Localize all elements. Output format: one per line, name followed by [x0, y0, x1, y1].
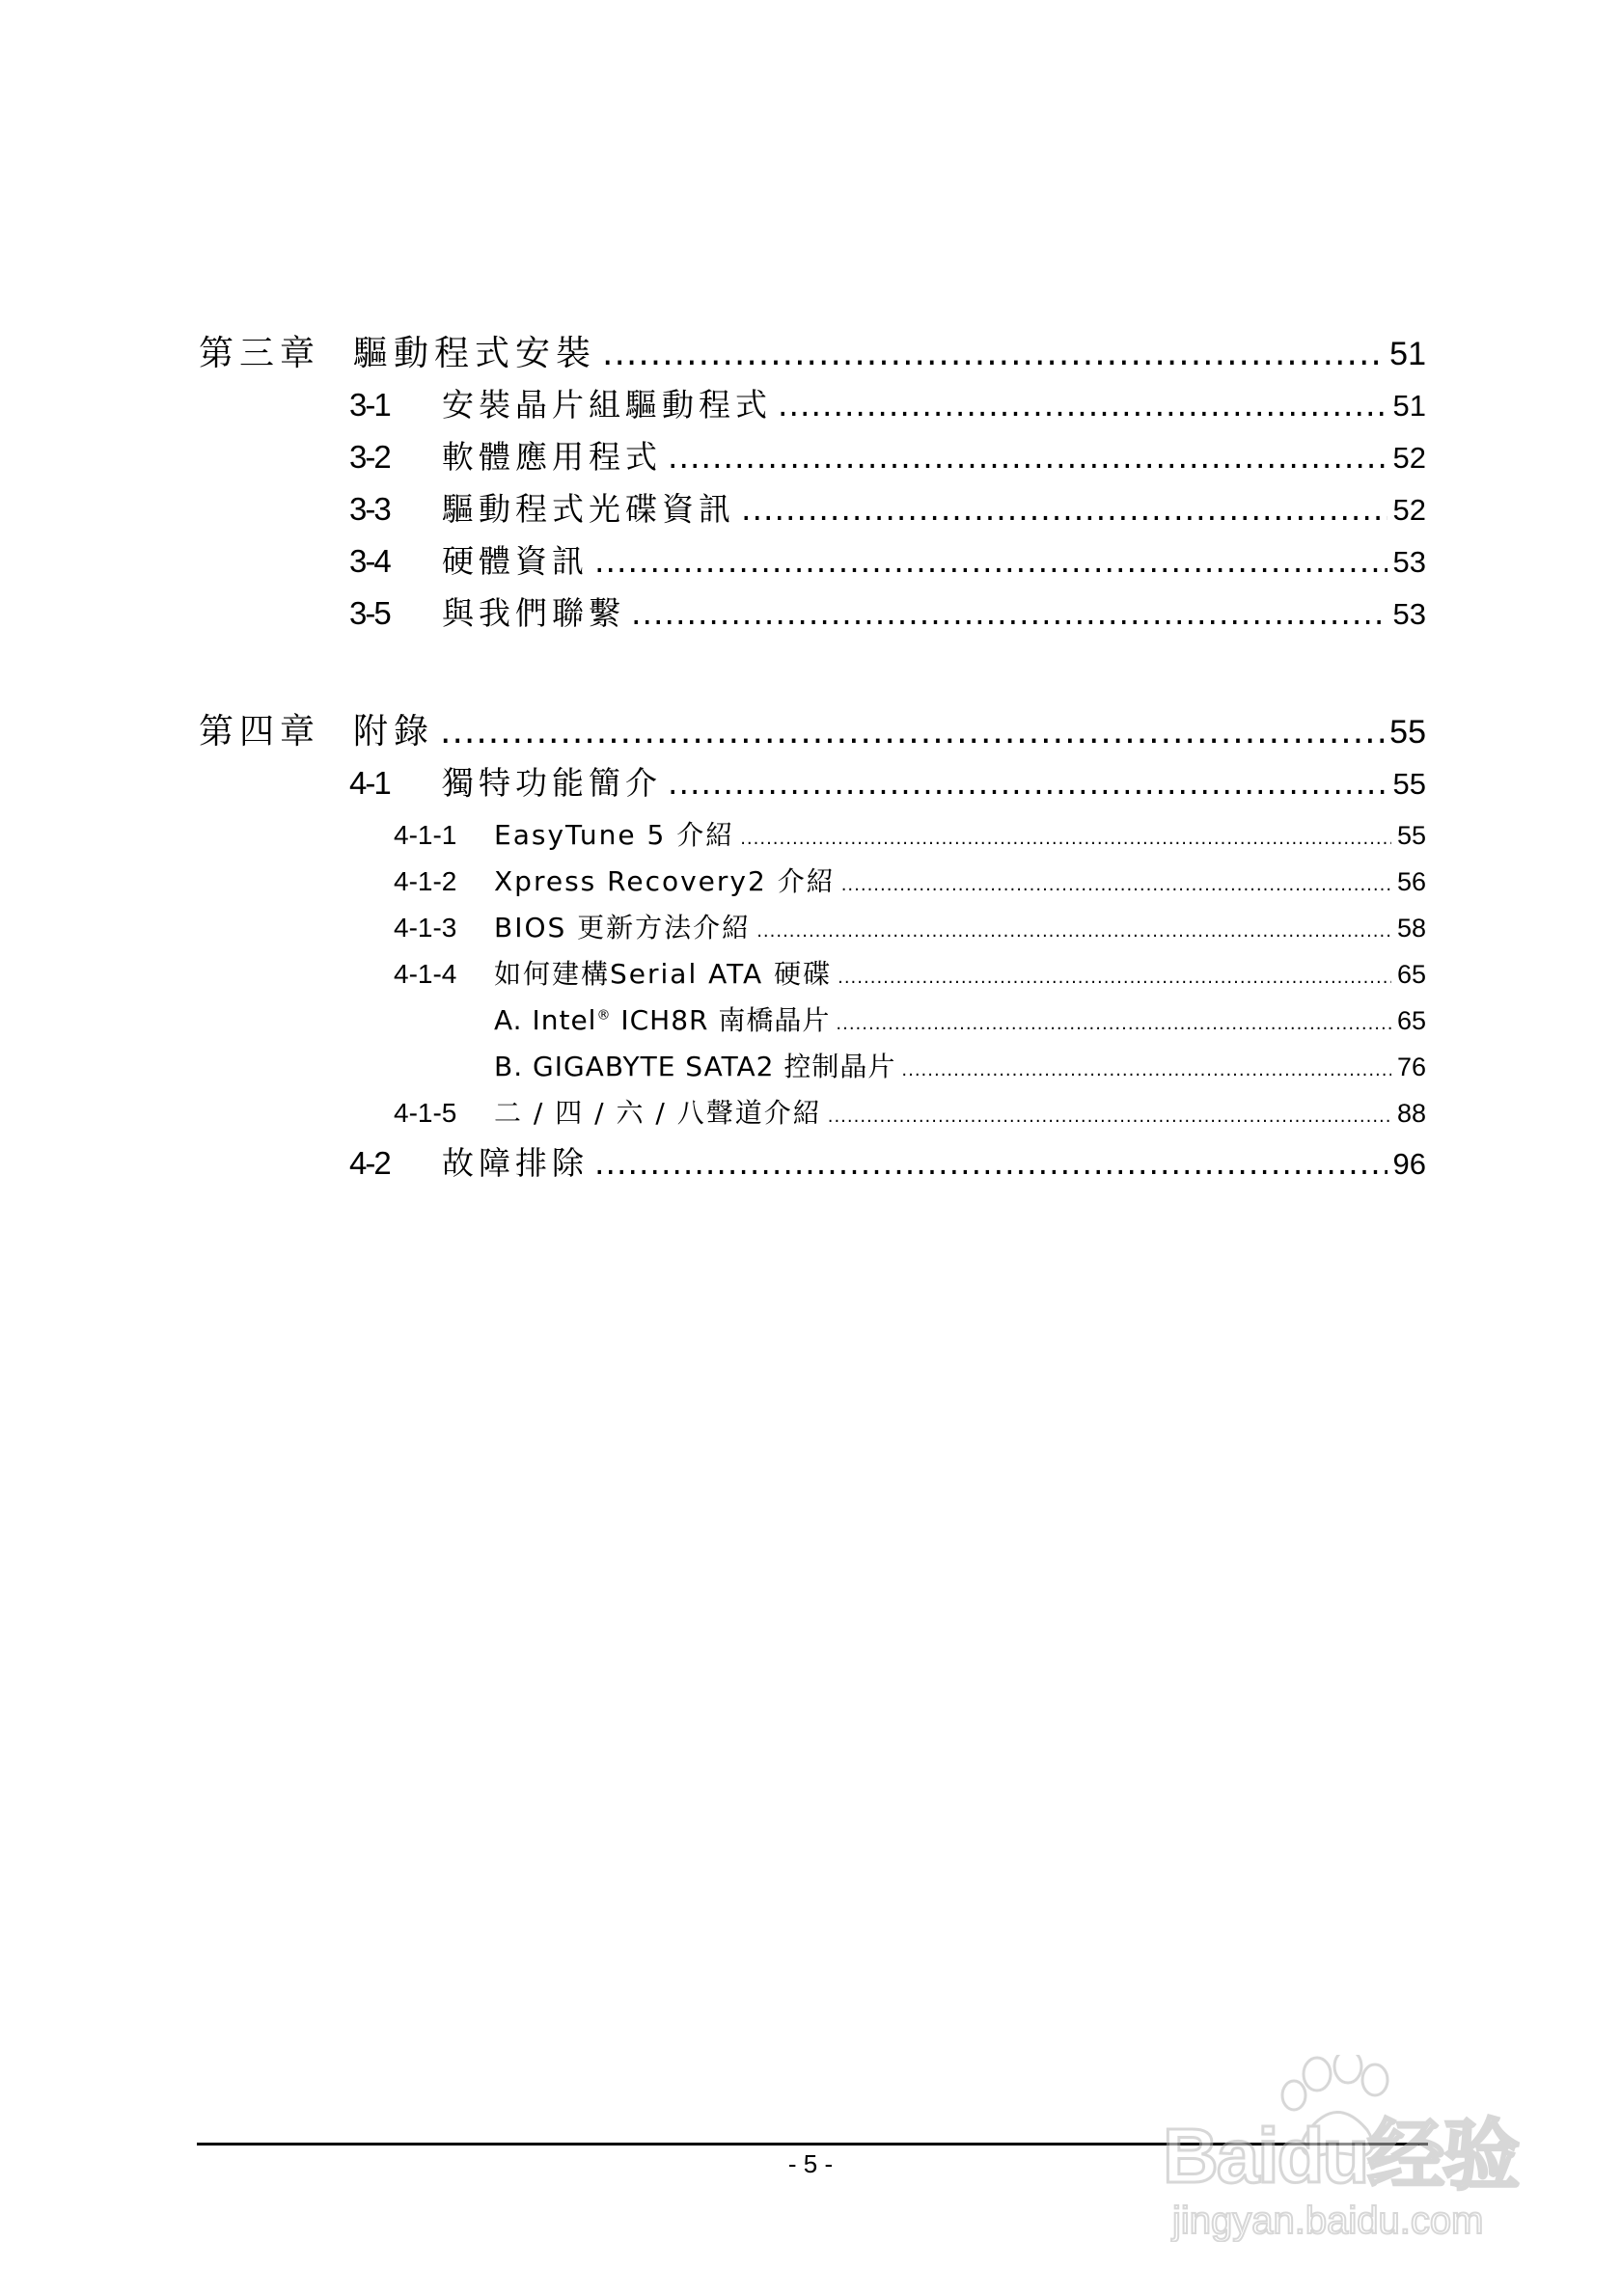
- section-title: 軟體應用程式: [442, 438, 662, 476]
- section-title: 硬體資訊: [442, 542, 589, 580]
- toc-section-3-4[interactable]: [349, 536, 1426, 582]
- section-number: 4-1: [349, 765, 390, 801]
- section-title: 故障排除: [442, 1144, 589, 1182]
- dot-leader: [668, 764, 1387, 802]
- dot-leader: [631, 594, 1387, 632]
- subsection-number: 4-1-3: [394, 913, 457, 943]
- toc-chapter-4[interactable]: [199, 704, 1426, 753]
- toc-subsection-4-1-5[interactable]: [394, 1092, 1426, 1131]
- page-number: 53: [1392, 545, 1426, 579]
- watermark-url: jingyan.baidu.com: [1172, 2200, 1484, 2242]
- page-number: 65: [1396, 1006, 1426, 1035]
- dot-leader: [828, 1107, 1391, 1127]
- toc-item-4-1-4-b[interactable]: [494, 1046, 1426, 1084]
- page-number: 51: [1389, 336, 1426, 372]
- toc-subsection-4-1-2[interactable]: [394, 861, 1426, 899]
- toc-item-4-1-4-a[interactable]: [494, 999, 1426, 1038]
- toc-subsection-4-1-3[interactable]: [394, 907, 1426, 945]
- section-title: 安裝晶片組驅動程式: [442, 386, 772, 424]
- subsection-title: Xpress Recovery2 介紹: [494, 865, 836, 897]
- dot-leader: [668, 438, 1387, 476]
- toc-section-4-2[interactable]: [349, 1138, 1426, 1184]
- dot-leader: [756, 921, 1391, 942]
- dot-leader: [841, 875, 1391, 895]
- dot-leader: [901, 1060, 1391, 1080]
- page-number: 53: [1392, 597, 1426, 631]
- page-number: 58: [1396, 914, 1426, 943]
- item-title: A. Intel® ICH8R 南橋晶片: [494, 1004, 831, 1036]
- dot-leader: [602, 334, 1384, 373]
- page-number: 65: [1396, 960, 1426, 989]
- toc-subsection-4-1-1[interactable]: [394, 814, 1426, 853]
- toc-subsection-4-1-4[interactable]: [394, 953, 1426, 992]
- footer-page-number: - 5 -: [787, 2149, 834, 2178]
- subsection-title: 如何建構Serial ATA 硬碟: [494, 958, 833, 990]
- page-number: 51: [1392, 389, 1426, 423]
- registered-mark: ®: [596, 1007, 612, 1024]
- section-number: 3-2: [349, 439, 390, 475]
- section-title: 驅動程式光碟資訊: [442, 490, 735, 528]
- section-number: 4-2: [349, 1145, 390, 1181]
- toc-chapter-3[interactable]: [199, 326, 1426, 375]
- section-title: 與我們聯繫: [442, 594, 625, 632]
- subsection-title: 二 / 四 / 六 / 八聲道介紹: [494, 1097, 822, 1129]
- dot-leader: [836, 1014, 1391, 1034]
- page-number: 76: [1396, 1052, 1426, 1081]
- page-number: 88: [1396, 1099, 1426, 1128]
- dot-leader: [594, 542, 1387, 580]
- page-number: 52: [1392, 493, 1426, 527]
- page-number: 55: [1389, 714, 1426, 751]
- subsection-number: 4-1-1: [394, 820, 457, 850]
- toc-section-3-2[interactable]: [349, 432, 1426, 478]
- toc-section-3-3[interactable]: [349, 484, 1426, 530]
- toc-section-3-1[interactable]: [349, 380, 1426, 425]
- baidu-jingyan-watermark: [1143, 2055, 1529, 2267]
- section-number: 3-4: [349, 543, 390, 579]
- subsection-number: 4-1-2: [394, 866, 457, 896]
- chapter-title: 驅動程式安裝: [353, 334, 597, 373]
- dot-leader: [594, 1144, 1387, 1182]
- dot-leader: [838, 968, 1391, 988]
- subsection-title: EasyTune 5 介紹: [494, 819, 735, 851]
- page-number: 55: [1392, 767, 1426, 801]
- dot-leader: [778, 386, 1387, 424]
- toc-section-3-5[interactable]: [349, 588, 1426, 634]
- dot-leader: [440, 712, 1384, 752]
- chapter-label: 第四章: [199, 712, 321, 752]
- dot-leader: [741, 490, 1387, 528]
- chapter-title: 附錄: [353, 712, 435, 752]
- page-number: 52: [1392, 441, 1426, 475]
- watermark-logo: Baidu经验: [1163, 2113, 1519, 2199]
- section-number: 3-3: [349, 491, 390, 527]
- page-number: 55: [1396, 821, 1426, 850]
- toc-section-4-1[interactable]: [349, 758, 1426, 804]
- section-number: 3-5: [349, 595, 390, 631]
- page-number: 56: [1396, 867, 1426, 896]
- subsection-number: 4-1-4: [394, 959, 457, 989]
- section-title: 獨特功能簡介: [442, 764, 662, 802]
- page-number: 96: [1392, 1147, 1426, 1181]
- chapter-label: 第三章: [199, 334, 321, 373]
- dot-leader: [740, 829, 1391, 849]
- item-title: B. GIGABYTE SATA2 控制晶片: [494, 1051, 896, 1082]
- subsection-number: 4-1-5: [394, 1098, 457, 1128]
- section-number: 3-1: [349, 387, 390, 423]
- subsection-title: BIOS 更新方法介紹: [494, 912, 752, 943]
